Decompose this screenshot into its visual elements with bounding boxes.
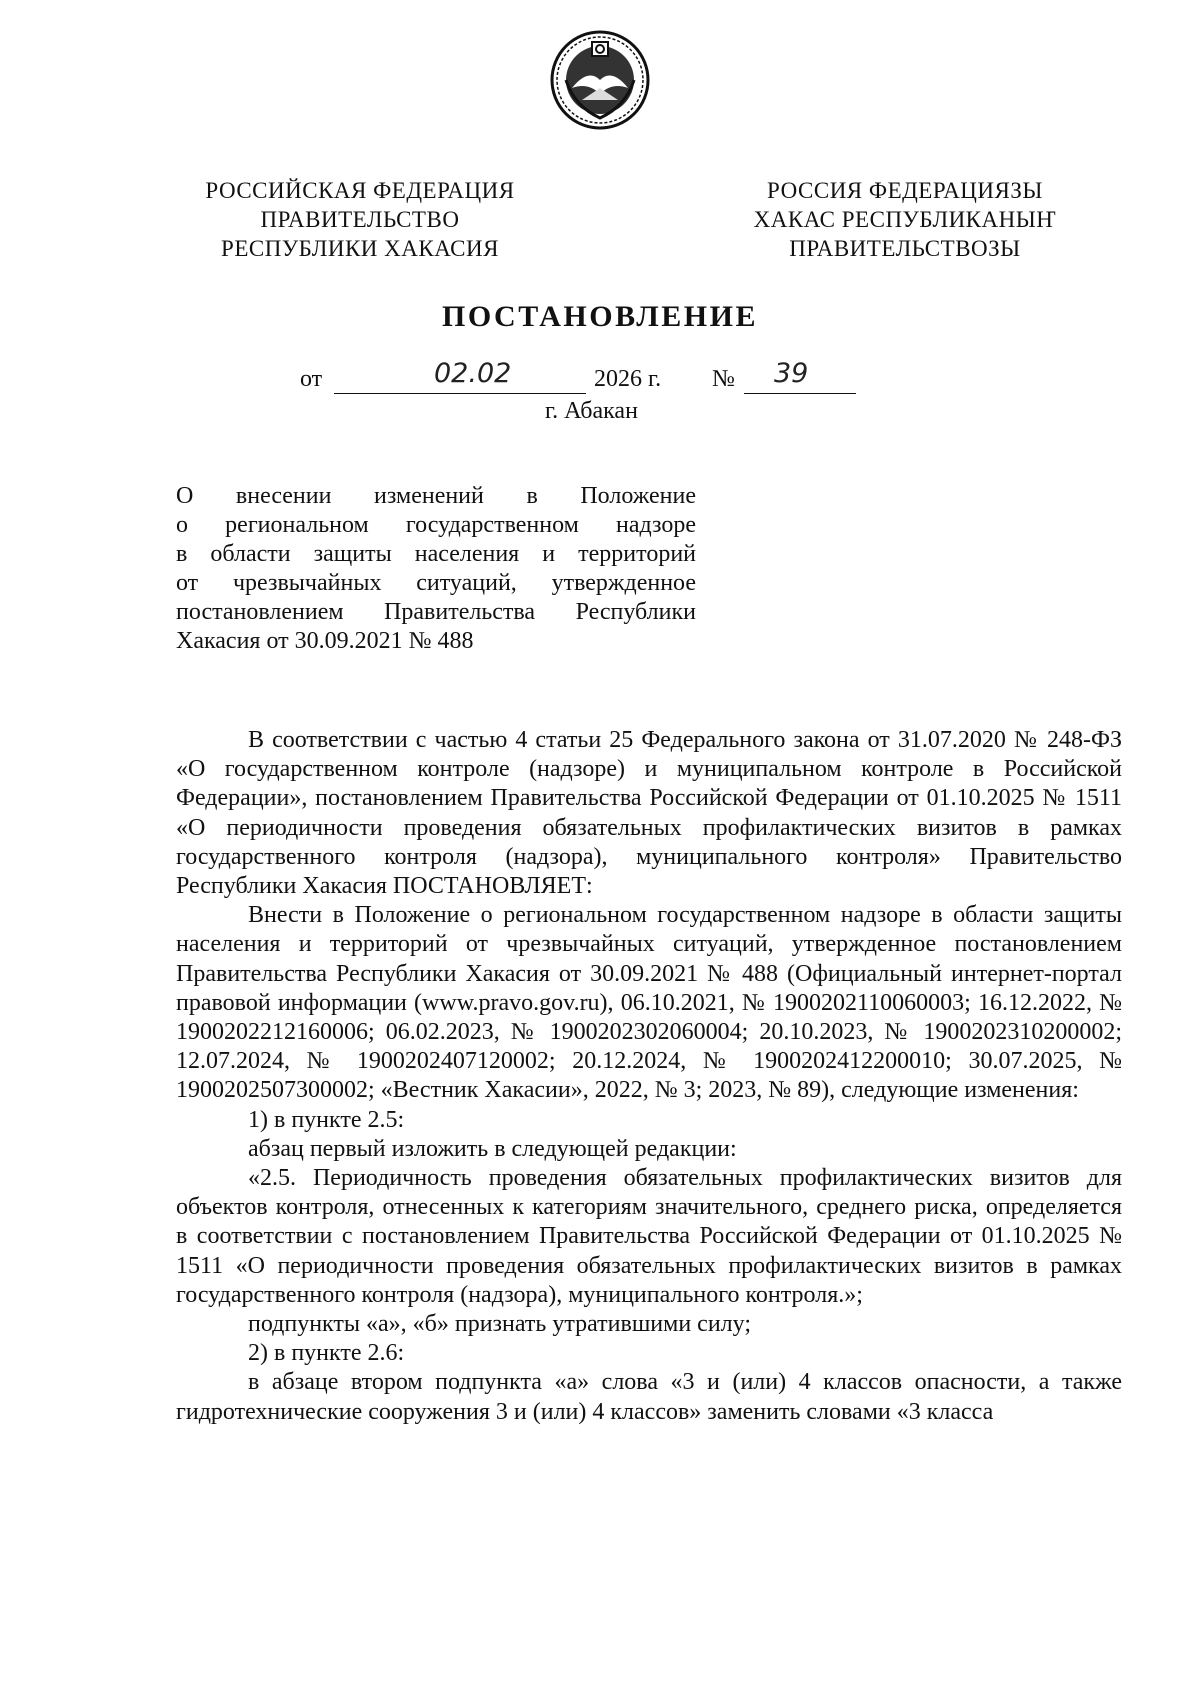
paragraph-amendment: Внести в Положение о региональном государственном надзоре в области защиты населения и территорий от чрезвычайных ситуаций, утвержденное постановлением Правительства Республики Хакасия от 30.09.2021 № 488 (Официальный интернет-портал правовой информации (www.pravo.gov.ru), 06.10.2021, № 1900202110060003; 16.12.2022, № 1900202212160006; 06.02.2023, № 1900202302060004; 20.10.2023, № 1900202310200002; 12.07.2024, № 1900202407120002; 20.12.2024, № 1900202412200010; 30.07.2025, № 1900202507300002; «Вестник Хакасии», 2022, № 3; 2023, № 89), следующие изменения: (176, 902, 1122, 1104)
city-label: г. Абакан (545, 398, 638, 424)
header-right-line-2: ХАКАС РЕСПУБЛИКАНЫҤ (753, 207, 1057, 232)
header-right-line-3: ПРАВИТЕЛЬСТВОЗЫ (789, 236, 1021, 261)
date-number-line (300, 358, 900, 402)
document-body (176, 726, 1122, 1427)
subject-line-1: О внесении изменений в Положение (176, 483, 696, 509)
subject-line-5: постановлением Правительства Республики (176, 599, 696, 625)
date-underline (334, 393, 586, 394)
number-label: № (712, 366, 735, 392)
header-left-line-1: РОССИЙСКАЯ ФЕДЕРАЦИЯ (205, 178, 515, 203)
subject-line-2: о региональном государственном надзоре (176, 512, 696, 538)
paragraph-quoted-2-5: «2.5. Периодичность проведения обязательных профилактических визитов для объектов контроля, отнесенных к категориям значительного, среднего риска, определяется в соответствии с постановлением Правительства Российской Федерации от 01.10.2025 № 1511 «О периодичности проведения обязательных профилактических визитов в рамках государственного контроля (надзора), муниципального контроля.»; (176, 1165, 1122, 1308)
document-title: ПОСТАНОВЛЕНИЕ (442, 300, 758, 333)
paragraph-item-1-intro: абзац первый изложить в следующей редакции: (248, 1135, 737, 1162)
header-right-line-1: РОССИЯ ФЕДЕРАЦИЯЗЫ (767, 178, 1043, 203)
subject-line-6: Хакасия от 30.09.2021 № 488 (176, 628, 474, 654)
header-left-block (160, 176, 560, 263)
paragraph-preamble: В соответствии с частью 4 статьи 25 Федерального закона от 31.07.2020 № 248-ФЗ «О государственном контроле (надзоре) и муниципальном контроле в Российской Федерации», постановлением Правительства Российской Федерации от 01.10.2025 № 1511 «О периодичности проведения обязательных профилактических визитов в рамках государственного контроля (надзора), муниципального контроля» Правительство Республики Хакасия ПОСТАНОВЛЯЕТ: (176, 727, 1122, 900)
paragraph-item-2: 2) в пункте 2.6: (248, 1340, 405, 1367)
coat-of-arms-emblem (548, 28, 652, 132)
header-right-block (705, 176, 1105, 263)
date-handwritten: 02.02 (434, 358, 512, 389)
header-left-line-3: РЕСПУБЛИКИ ХАКАСИЯ (221, 236, 499, 261)
date-prefix: от (300, 366, 323, 392)
paragraph-item-1: 1) в пункте 2.5: (248, 1106, 405, 1133)
number-underline (744, 393, 856, 394)
subject-line-4: от чрезвычайных ситуаций, утвержденное (176, 570, 696, 596)
year-label: 2026 г. (594, 366, 662, 392)
header-left-line-2: ПРАВИТЕЛЬСТВО (260, 207, 460, 232)
number-handwritten: 39 (774, 358, 809, 389)
subject-line-3: в области защиты населения и территорий (176, 541, 696, 567)
paragraph-subitems: подпункты «а», «б» признать утратившими силу; (248, 1311, 752, 1338)
subject-block (176, 482, 696, 656)
paragraph-item-2-text: в абзаце втором подпункта «а» слова «3 и (или) 4 классов опасности, а также гидротехнические сооружения 3 и (или) 4 классов» заменить словами «3 класса (176, 1369, 1122, 1425)
